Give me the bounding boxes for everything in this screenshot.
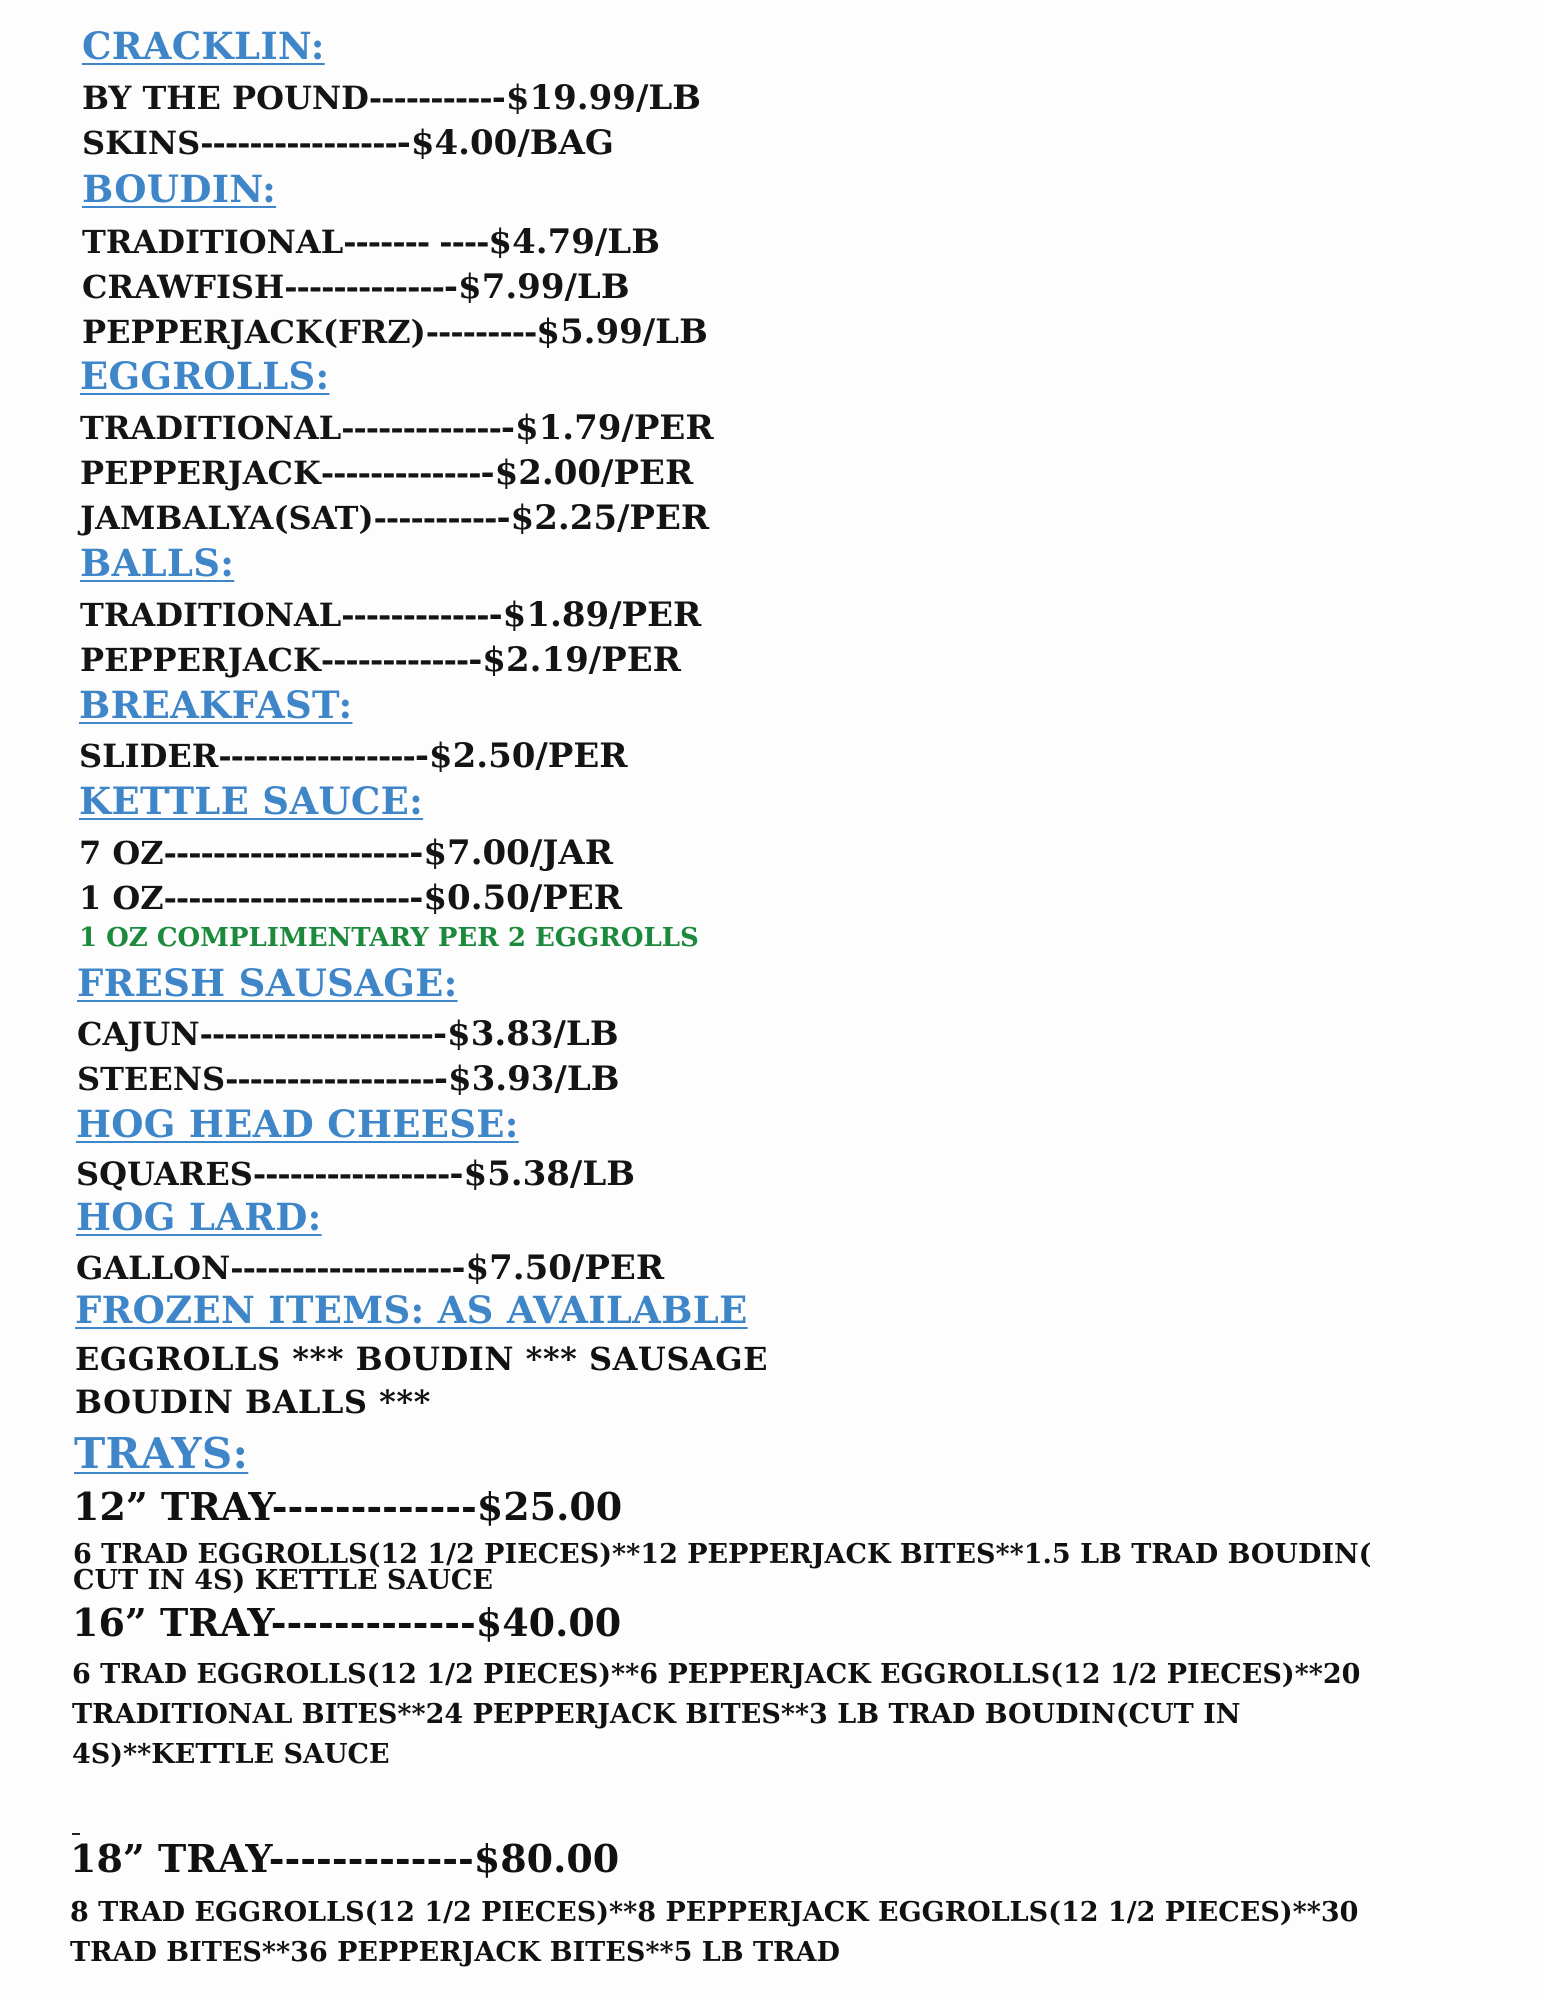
menu-item [80,498,709,538]
item-leader: ------------ [320,641,469,679]
item-leader: ------------ [341,596,489,634]
section-heading-hog-head-cheese: HOG HEAD CHEESE: [76,1102,519,1146]
item-name: PEPPERJACK [80,641,321,679]
section-heading-balls: BALLS: [80,541,235,585]
item-name: CRAWFISH [82,268,285,306]
tray-item-18 [70,1836,619,1881]
item-leader: ------- ---- [343,223,489,261]
item-price: -$0.50/PER [409,878,622,918]
item-name: STEENS [77,1060,226,1098]
item-price: -$1.89/PER [488,595,702,635]
item-leader: ------------- [284,268,444,306]
menu-item [80,640,681,680]
section-heading-breakfast: BREAKFAST: [79,683,353,727]
frozen-line-1: EGGROLLS *** BOUDIN *** SAUSAGE [75,1340,768,1378]
item-price: -$5.38/LB [449,1154,635,1194]
tray-description: 8 TRAD EGGROLLS(12 1/2 PIECES)**8 PEPPERJACK EGGROLLS(12 1/2 PIECES)**30 TRAD BITES**36 PEPPERJACK BITES**5 LB TRAD [70,1897,1359,1968]
item-price: -$1.79/PER [500,408,714,448]
item-leader: ------------------ [230,1249,452,1287]
tray-name: 12” TRAY [73,1484,272,1529]
menu-item [76,1248,664,1288]
tray-price: $25.00 [476,1484,623,1529]
item-name: PEPPERJACK [80,454,321,492]
item-leader: ----------------- [225,1060,434,1098]
item-leader: ---------- [373,499,497,537]
item-name: 1 OZ [79,879,164,917]
item-leader: ---------------- [252,1155,450,1193]
section-heading-kettle-sauce: KETTLE SAUCE: [79,779,424,823]
item-name: TRADITIONAL [80,596,342,634]
item-leader: ---------------- [200,124,397,162]
tray-leader: ------------- [270,1600,476,1645]
item-leader: -------------------- [163,834,410,872]
tray-leader: ------------- [268,1836,474,1881]
item-name: SKINS [82,124,201,162]
item-leader: --------- [425,313,537,351]
tray-description: 6 TRAD EGGROLLS(12 1/2 PIECES)**12 PEPPERJACK BITES**1.5 LB TRAD BOUDIN( CUT IN 4S) KETTLE SAUCE [73,1539,1372,1596]
tray-item-16 [72,1600,621,1645]
menu-item [79,736,628,776]
item-leader: ------------- [341,409,501,447]
item-price: -$2.50/PER [414,736,628,776]
item-price: $5.99/LB [536,312,708,352]
item-price: -$3.83/LB [432,1014,619,1054]
item-price: -$7.00/JAR [409,833,613,873]
item-price: -$2.25/PER [496,498,710,538]
menu-item [77,1059,619,1099]
section-heading-cracklin: CRACKLIN: [82,24,325,68]
item-leader: ------------------- [199,1015,433,1053]
item-price: -$7.50/PER [451,1248,665,1288]
item-name: JAMBALYA(SAT) [80,499,374,537]
section-heading-hog-lard: HOG LARD: [76,1195,322,1239]
item-price: -$19.99/LB [491,78,701,118]
menu-item [80,408,714,448]
item-name: TRADITIONAL [80,409,342,447]
item-leader: ---------------- [218,737,415,775]
menu-item [77,1014,619,1054]
section-heading-fresh-sausage: FRESH SAUSAGE: [77,961,458,1005]
item-name: 7 OZ [79,834,164,872]
item-name: SLIDER [79,737,219,775]
section-heading-eggrolls: EGGROLLS: [80,354,330,398]
section-heading-boudin: BOUDIN: [82,167,277,211]
item-name: GALLON [76,1249,231,1287]
tray-name: 16” TRAY [72,1600,271,1645]
item-price: -$4.00/BAG [396,123,614,163]
menu-item [80,595,701,635]
tray-item-12 [73,1484,622,1529]
complimentary-note: 1 OZ COMPLIMENTARY PER 2 EGGROLLS [79,923,699,953]
tray-price: $40.00 [475,1600,622,1645]
menu-item [79,878,622,918]
menu-item [82,267,630,307]
tray-leader: ------------- [271,1484,477,1529]
stray-mark [72,1833,80,1835]
tray-description: 6 TRAD EGGROLLS(12 1/2 PIECES)**6 PEPPERJACK EGGROLLS(12 1/2 PIECES)**20 TRADITIONAL BITES**24 PEPPERJACK BITES**3 LB TRAD BOUDIN(CUT IN 4S)**KETTLE SAUCE [72,1659,1361,1770]
menu-item [82,312,708,352]
tray-price: $80.00 [473,1836,620,1881]
section-heading-trays: TRAYS: [74,1429,249,1478]
item-price: -$2.00/PER [480,453,694,493]
item-name: BY THE POUND [82,79,369,117]
item-name: SQUARES [76,1155,253,1193]
menu-item [80,453,693,493]
menu-item [79,833,613,873]
menu-item [82,123,614,163]
tray-name: 18” TRAY [70,1836,269,1881]
section-heading-frozen: FROZEN ITEMS: AS AVAILABLE [75,1288,748,1332]
item-price: -$7.99/LB [443,267,630,307]
item-name: PEPPERJACK(FRZ) [82,313,426,351]
item-leader: ---------- [368,79,492,117]
frozen-line-2: BOUDIN BALLS *** [75,1383,431,1421]
menu-item [82,78,701,118]
item-leader: ------------- [320,454,481,492]
item-name: CAJUN [77,1015,200,1053]
menu-item [76,1154,635,1194]
menu-item [82,222,660,262]
item-price: $4.79/LB [488,222,660,262]
item-price: -$3.93/LB [433,1059,620,1099]
item-price: -$2.19/PER [468,640,681,680]
item-name: TRADITIONAL [82,223,344,261]
item-leader: -------------------- [163,879,410,917]
